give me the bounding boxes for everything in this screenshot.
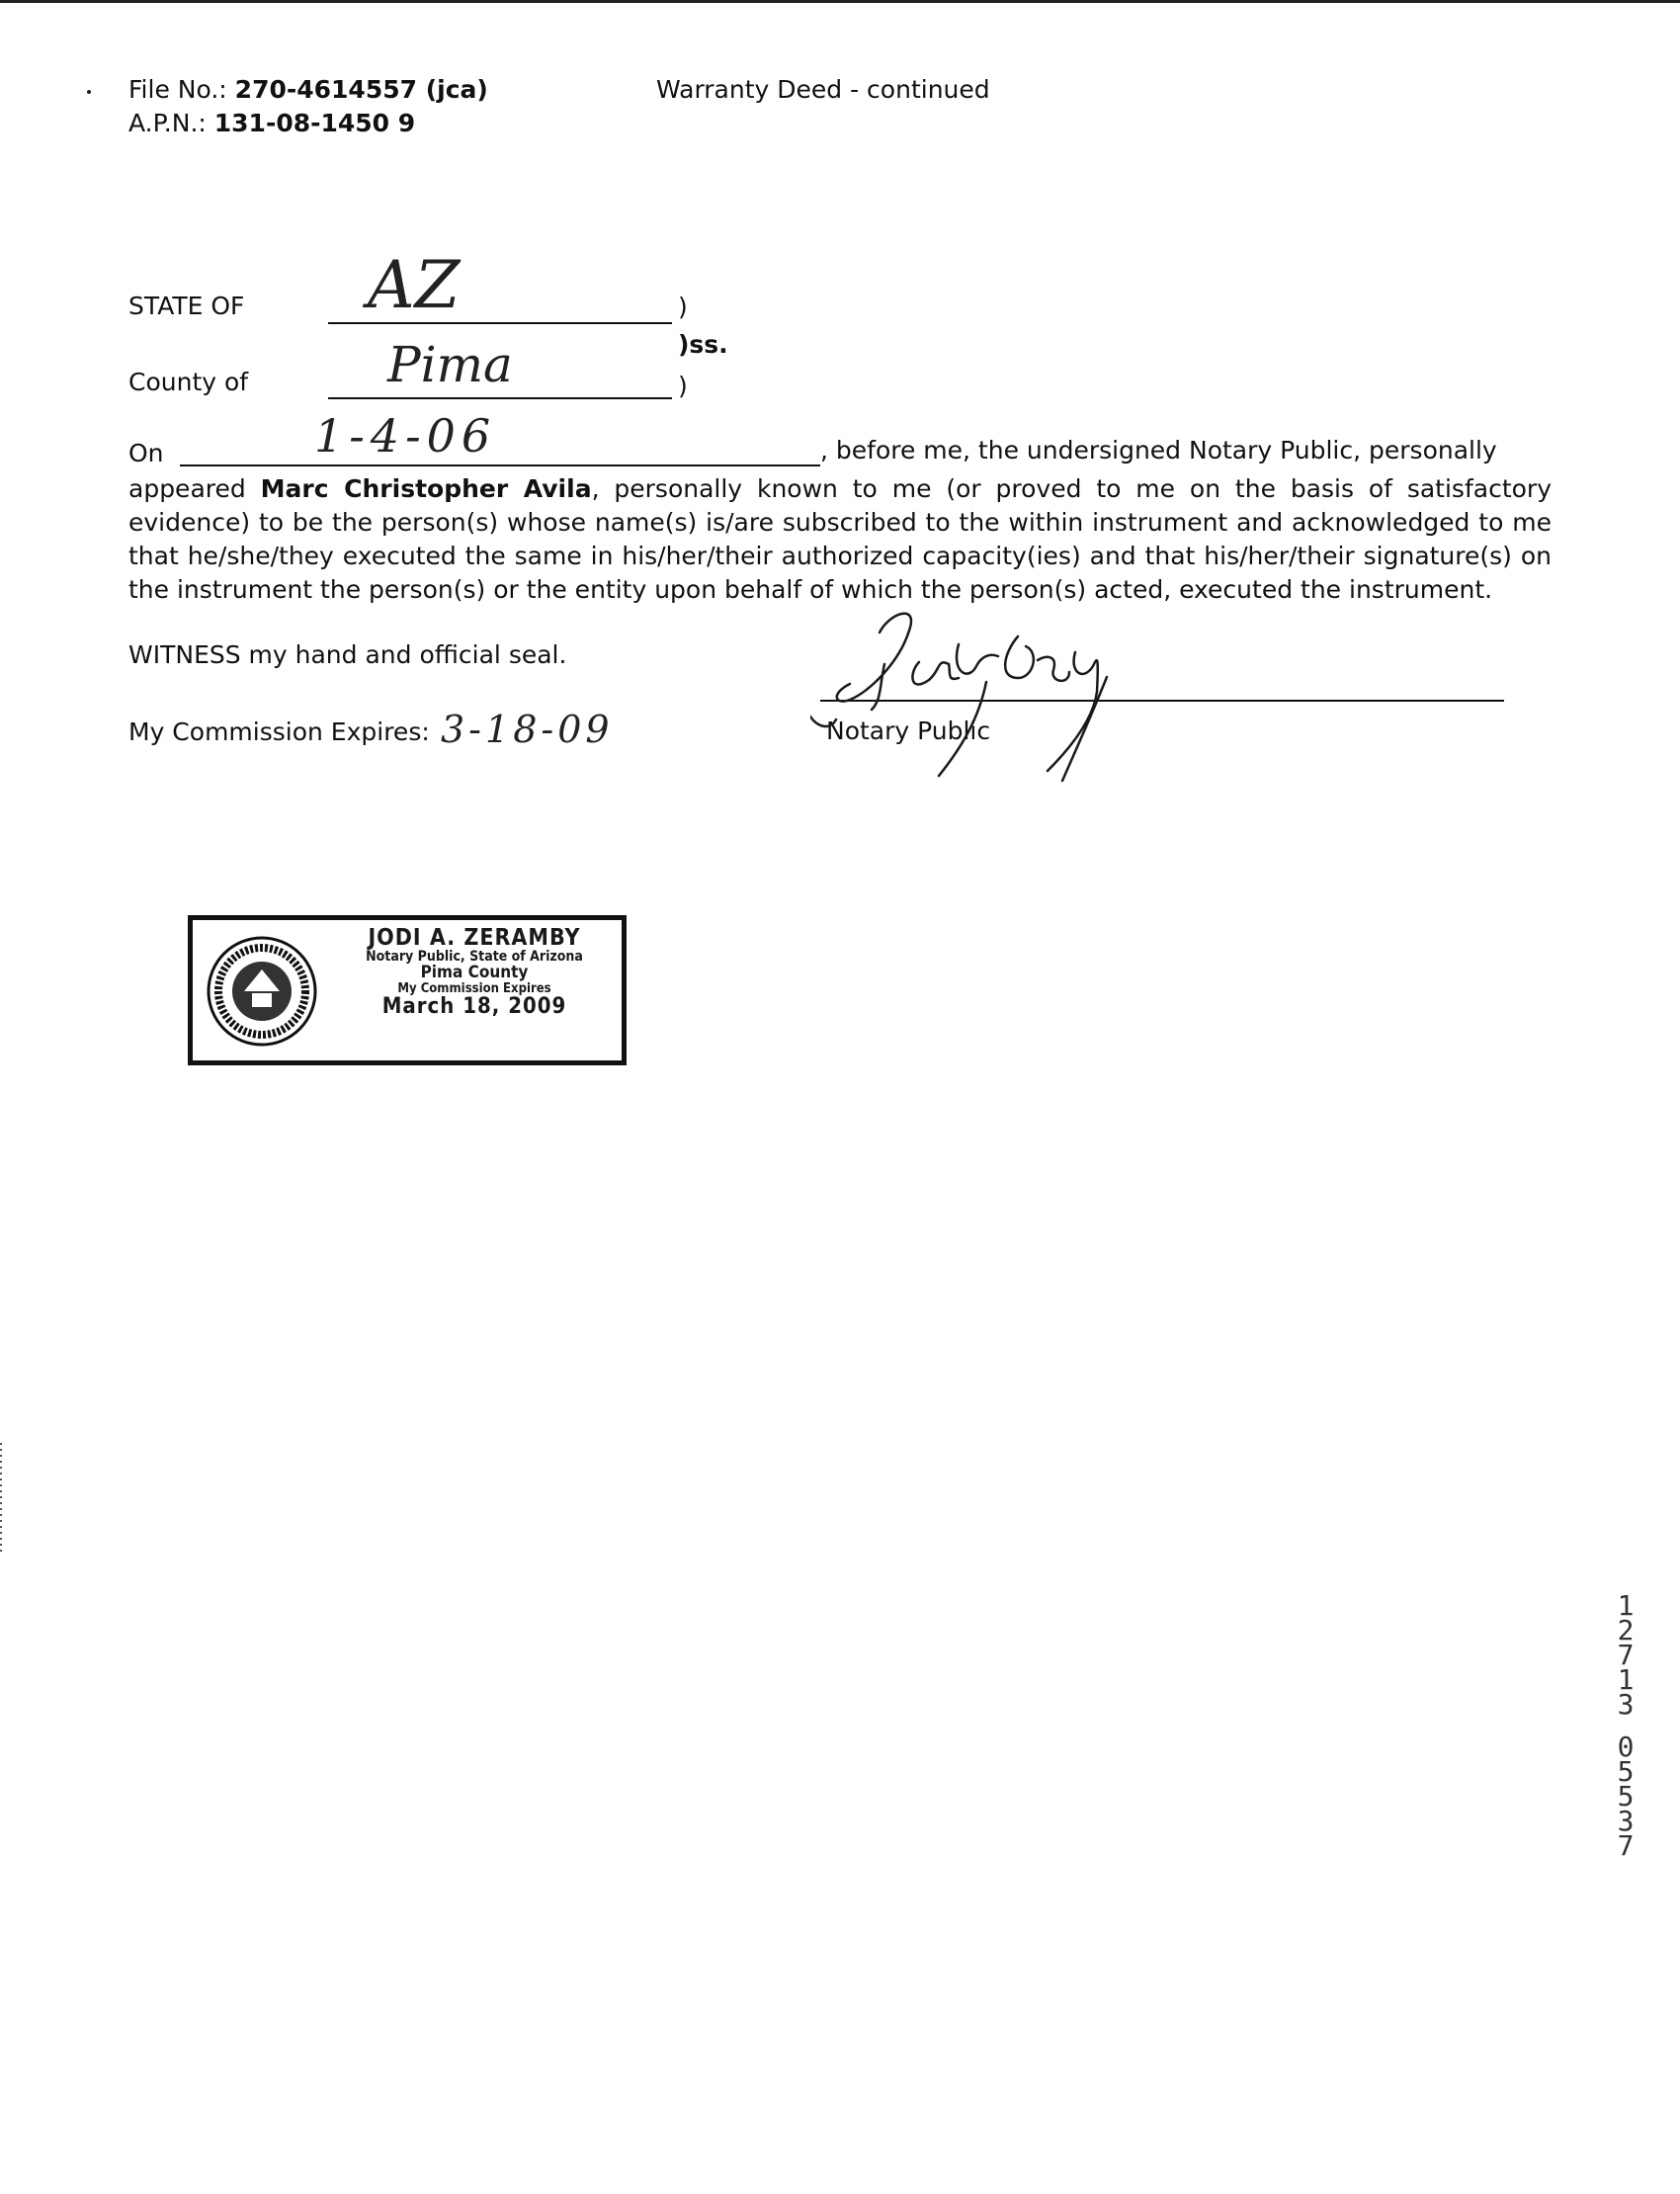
on-label: On xyxy=(128,439,164,467)
stamp-title: Notary Public, State of Arizona xyxy=(366,949,583,966)
scan-edge-marks xyxy=(0,1443,2,1552)
county-label: County of xyxy=(128,368,249,396)
recording-digit: 5 xyxy=(1617,1780,1635,1813)
appeared-word: appeared xyxy=(128,474,246,503)
file-number-value: 270-4614557 (jca) xyxy=(234,75,488,104)
county-handwritten: Pima xyxy=(387,336,513,393)
signer-name: Marc Christopher Avila xyxy=(260,474,592,503)
commission-label: My Commission Expires: xyxy=(128,717,430,746)
notary-public-label: Notary Public xyxy=(826,717,991,745)
recording-digit: 7 xyxy=(1617,1829,1635,1862)
stamp-expires-label: My Commission Expires xyxy=(397,980,551,996)
state-handwritten: AZ xyxy=(368,247,461,323)
date-line-tail: , before me, the undersigned Notary Public, personally xyxy=(820,436,1497,464)
stamp-text xyxy=(331,926,618,1018)
scan-top-edge xyxy=(0,0,1680,3)
date-handwritten: 1-4-06 xyxy=(314,409,497,463)
acknowledgment-body: , personally known to me (or proved to me on the basis of satisfactory evidence) to be the person(s) whose name(s) is/are subscribed to the within instrument and acknowledged to me that he/she/they executed the same in his/her/their authorized capacity(ies) and that his/her/their signature(s) on the instrument the person(s) or the entity upon behalf of which the person(s) acted, executed the instrument. xyxy=(128,474,1552,604)
recording-number xyxy=(1611,1589,1640,1862)
stamp-notary-name: JODI A. ZERAMBY xyxy=(368,925,581,951)
apn-label: A.P.N.: xyxy=(128,109,207,137)
notary-signature-icon xyxy=(810,583,1166,791)
state-seal-icon xyxy=(205,934,319,1049)
date-underline xyxy=(180,464,820,466)
recording-digit: 7 xyxy=(1617,1639,1635,1671)
stamp-county: Pima County xyxy=(420,962,529,982)
witness-text: WITNESS my hand and official seal. xyxy=(128,640,567,669)
bullet-dot xyxy=(87,90,91,94)
stamp-expires-date: March 18, 2009 xyxy=(381,994,567,1020)
notary-stamp xyxy=(188,915,627,1065)
document-title: Warranty Deed - continued xyxy=(656,75,990,104)
apn-value: 131-08-1450 9 xyxy=(213,109,416,137)
recording-digit: 5 xyxy=(1617,1755,1635,1788)
ss-label: )ss. xyxy=(678,330,728,359)
recording-digit: 3 xyxy=(1617,1688,1635,1721)
recording-digit: 2 xyxy=(1617,1614,1635,1646)
county-underline xyxy=(328,397,672,399)
state-label: STATE OF xyxy=(128,292,245,320)
file-number-label: File No.: xyxy=(128,75,227,104)
apn-line xyxy=(128,111,415,135)
recording-digit: 3 xyxy=(1617,1805,1635,1837)
recording-digit: 1 xyxy=(1617,1663,1635,1696)
state-paren: ) xyxy=(678,293,688,321)
file-number-line xyxy=(128,77,488,102)
recording-digit: 0 xyxy=(1617,1730,1635,1763)
recording-digit: 1 xyxy=(1617,1589,1635,1622)
county-paren: ) xyxy=(678,372,688,400)
commission-handwritten: 3-18-09 xyxy=(441,708,614,751)
